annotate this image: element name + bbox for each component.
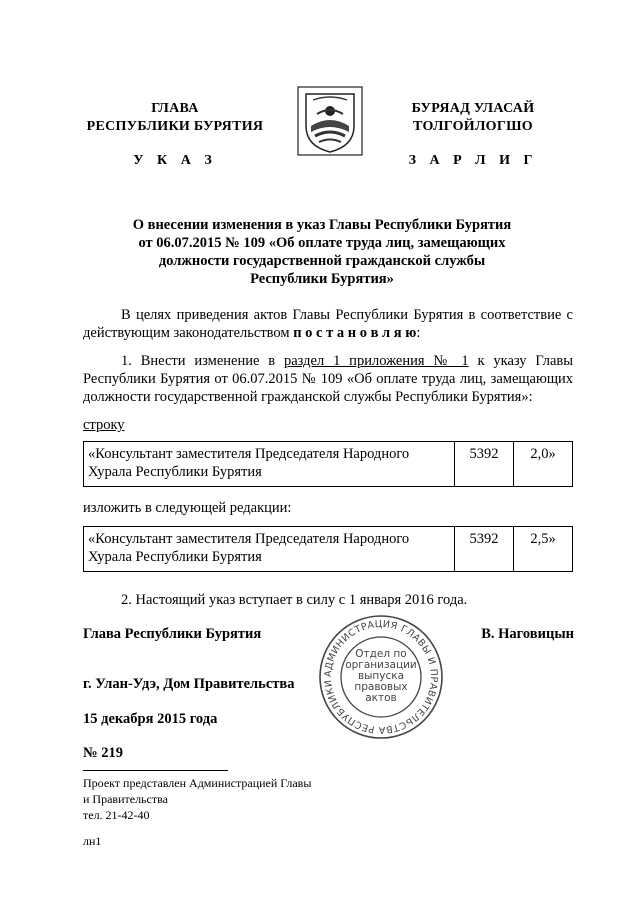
title-line: от 06.07.2015 № 109 «Об оплате труда лиц, замещающих (138, 235, 506, 251)
header-left-doc-type: У К А З (133, 153, 217, 168)
coat-of-arms-icon (297, 86, 363, 156)
footer-line: и Правительства (83, 792, 168, 806)
new-row-value: 2,5» (514, 527, 573, 572)
intro-text: В целях приведения актов Главы Республики Бурятия в соответствие с действующим законодательством (83, 307, 573, 341)
header-left-line2: РЕСПУБЛИКИ БУРЯТИЯ (86, 119, 264, 134)
table-row (84, 442, 573, 487)
item1-link[interactable]: раздел 1 приложения № 1 (284, 353, 469, 369)
intro-colon: : (416, 325, 421, 341)
stamp-line: правовых (354, 681, 408, 693)
footer-divider (83, 770, 228, 771)
title-line: Республики Бурятия» (250, 271, 394, 287)
header-right-title (368, 100, 578, 136)
item2-paragraph: 2. Настоящий указ вступает в силу с 1 января 2016 года. (121, 592, 468, 608)
old-row-name: «Консультант заместителя Председателя Народного Хурала Республики Бурятия (84, 442, 455, 487)
stamp-ring-text: АДМИНИСТРАЦИЯ ГЛАВЫ И ПРАВИТЕЛЬСТВА РЕСПУБЛИКИ (322, 618, 440, 736)
signatory-position: Глава Республики Бурятия (83, 626, 262, 642)
new-row-name: «Консультант заместителя Председателя Народного Хурала Республики Бурятия (84, 527, 455, 572)
header-right-line1: БУРЯАД УЛАСАЙ (411, 101, 535, 116)
old-row-table (83, 441, 573, 487)
footer-line: тел. 21-42-40 (83, 808, 150, 822)
intro-decree-word: п о с т а н о в л я ю (293, 325, 417, 341)
new-row-code: 5392 (455, 527, 514, 572)
signatory-name: В. Наговицын (481, 626, 574, 642)
header-right-line2: ТОЛГОЙЛОГШО (413, 119, 533, 134)
intro-paragraph (83, 306, 573, 342)
table-row (84, 527, 573, 572)
footer-line: Проект представлен Администрацией Главы (83, 776, 312, 790)
old-row-value: 2,0» (514, 442, 573, 487)
item1-paragraph (83, 352, 573, 406)
header-left-title (70, 100, 280, 136)
decree-number: № 219 (83, 745, 123, 761)
title-line: должности государственной гражданской службы (158, 253, 486, 269)
signing-place: г. Улан-Удэ, Дом Правительства (83, 676, 295, 692)
header-right-doc-type: З А Р Л И Г (408, 153, 538, 168)
row-label: строку (83, 417, 125, 433)
stamp-line: выпуска (357, 670, 405, 682)
stamp-line: актов (365, 692, 397, 704)
stamp-line: Отдел по (355, 648, 407, 660)
item1-text-end: к указу Главы Республики Бурятия от 06.07.2015 № 109 «Об оплате труда лиц, замещающих должности государственной гражданской службы Республики Бурятия»: (83, 353, 573, 405)
footer-note (83, 775, 383, 823)
new-row-table (83, 526, 573, 572)
stamp-line: организации (345, 659, 417, 671)
header-left-line1: ГЛАВА (151, 101, 199, 116)
item1-text-start: 1. Внести изменение в (121, 353, 284, 369)
footer-code: лн1 (83, 834, 102, 848)
signing-date: 15 декабря 2015 года (83, 711, 218, 727)
edit-label: изложить в следующей редакции: (83, 500, 292, 516)
old-row-code: 5392 (455, 442, 514, 487)
decree-title (82, 216, 562, 288)
department-stamp (318, 614, 444, 740)
stamp-center-text (341, 649, 421, 704)
title-line: О внесении изменения в указ Главы Республики Бурятия (132, 217, 512, 233)
